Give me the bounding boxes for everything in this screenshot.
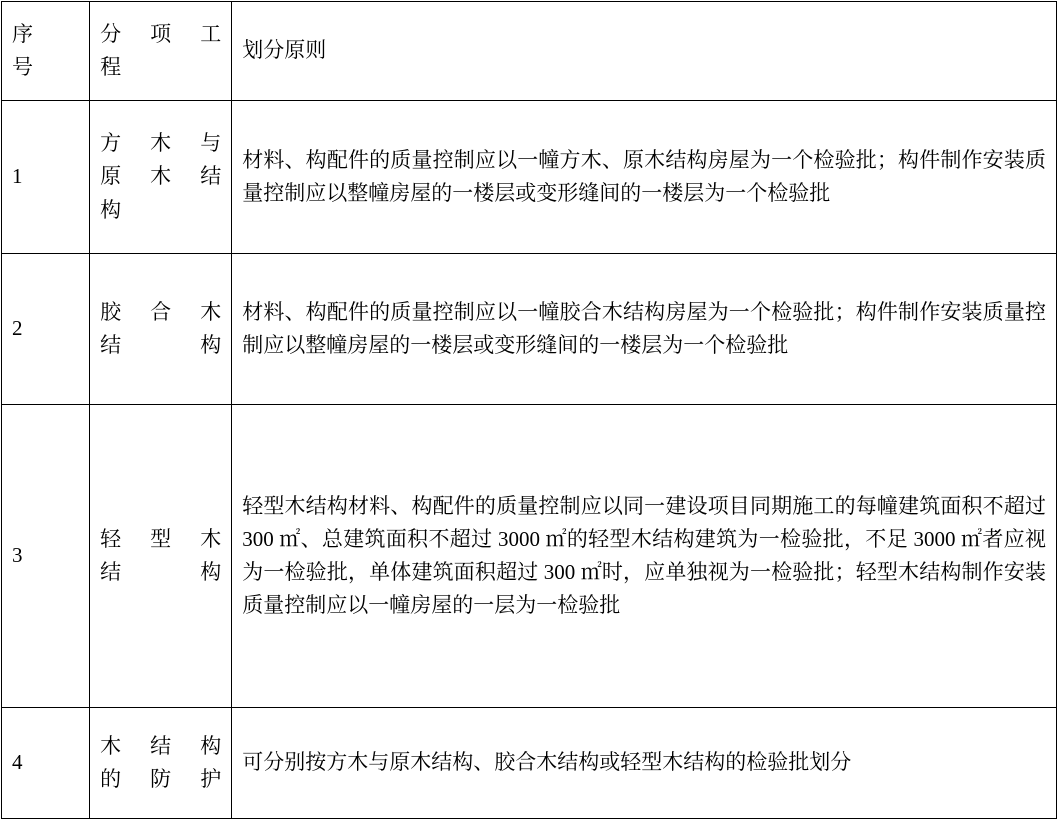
row-item-line: 木 结 构 bbox=[100, 733, 222, 758]
row-item-line: 结构 bbox=[100, 560, 222, 584]
row-item bbox=[90, 101, 232, 254]
row-rule: 材料、构配件的质量控制应以一幢胶合木结构房屋为一个检验批；构件制作安装质量控制应以整幢房屋的一楼层或变形缝间的一楼层为一个检验批 bbox=[232, 254, 1057, 405]
row-item-line: 的防护 bbox=[100, 767, 222, 791]
row-item-line: 结构 bbox=[100, 333, 222, 357]
column-header-no-line1: 序 bbox=[12, 21, 33, 46]
row-item-line: 方 木 与 bbox=[100, 131, 222, 156]
table-header-row bbox=[2, 2, 1057, 101]
row-item bbox=[90, 405, 232, 708]
column-header-item bbox=[90, 2, 232, 101]
row-number: 3 bbox=[2, 405, 90, 708]
row-rule: 轻型木结构材料、构配件的质量控制应以同一建设项目同期施工的每幢建筑面积不超过 300 ㎡、总建筑面积不超过 3000 ㎡的轻型木结构建筑为一检验批，不足 3000 ㎡者应视为一检验批，单体建筑面积超过 300 ㎡时，应单独视为一检验批；轻型木结构制作安装质量控制应以一幢房屋的一层为一检验批 bbox=[232, 405, 1057, 708]
table-row bbox=[2, 708, 1057, 819]
table-row bbox=[2, 254, 1057, 405]
division-principles-table bbox=[1, 1, 1057, 819]
row-item-line: 轻 型 木 bbox=[100, 526, 222, 551]
column-header-item-line2: 程 bbox=[100, 55, 122, 79]
row-item-line: 胶 合 木 bbox=[100, 299, 222, 324]
table-row bbox=[2, 405, 1057, 708]
row-rule: 材料、构配件的质量控制应以一幢方木、原木结构房屋为一个检验批；构件制作安装质量控制应以整幢房屋的一楼层或变形缝间的一楼层为一个检验批 bbox=[232, 101, 1057, 254]
row-item bbox=[90, 254, 232, 405]
column-header-item-line1: 分 项 工 bbox=[100, 21, 222, 46]
row-item bbox=[90, 708, 232, 819]
column-header-no-line2: 号 bbox=[12, 55, 33, 79]
row-item-line: 原 木 结 bbox=[100, 164, 222, 189]
column-header-no bbox=[2, 2, 90, 101]
table-row bbox=[2, 101, 1057, 254]
column-header-rule: 划分原则 bbox=[232, 2, 1057, 101]
document-page bbox=[0, 1, 1058, 791]
row-rule: 可分别按方木与原木结构、胶合木结构或轻型木结构的检验批划分 bbox=[232, 708, 1057, 819]
row-number: 4 bbox=[2, 708, 90, 819]
row-number: 2 bbox=[2, 254, 90, 405]
row-item-line: 构 bbox=[100, 197, 122, 222]
row-number: 1 bbox=[2, 101, 90, 254]
